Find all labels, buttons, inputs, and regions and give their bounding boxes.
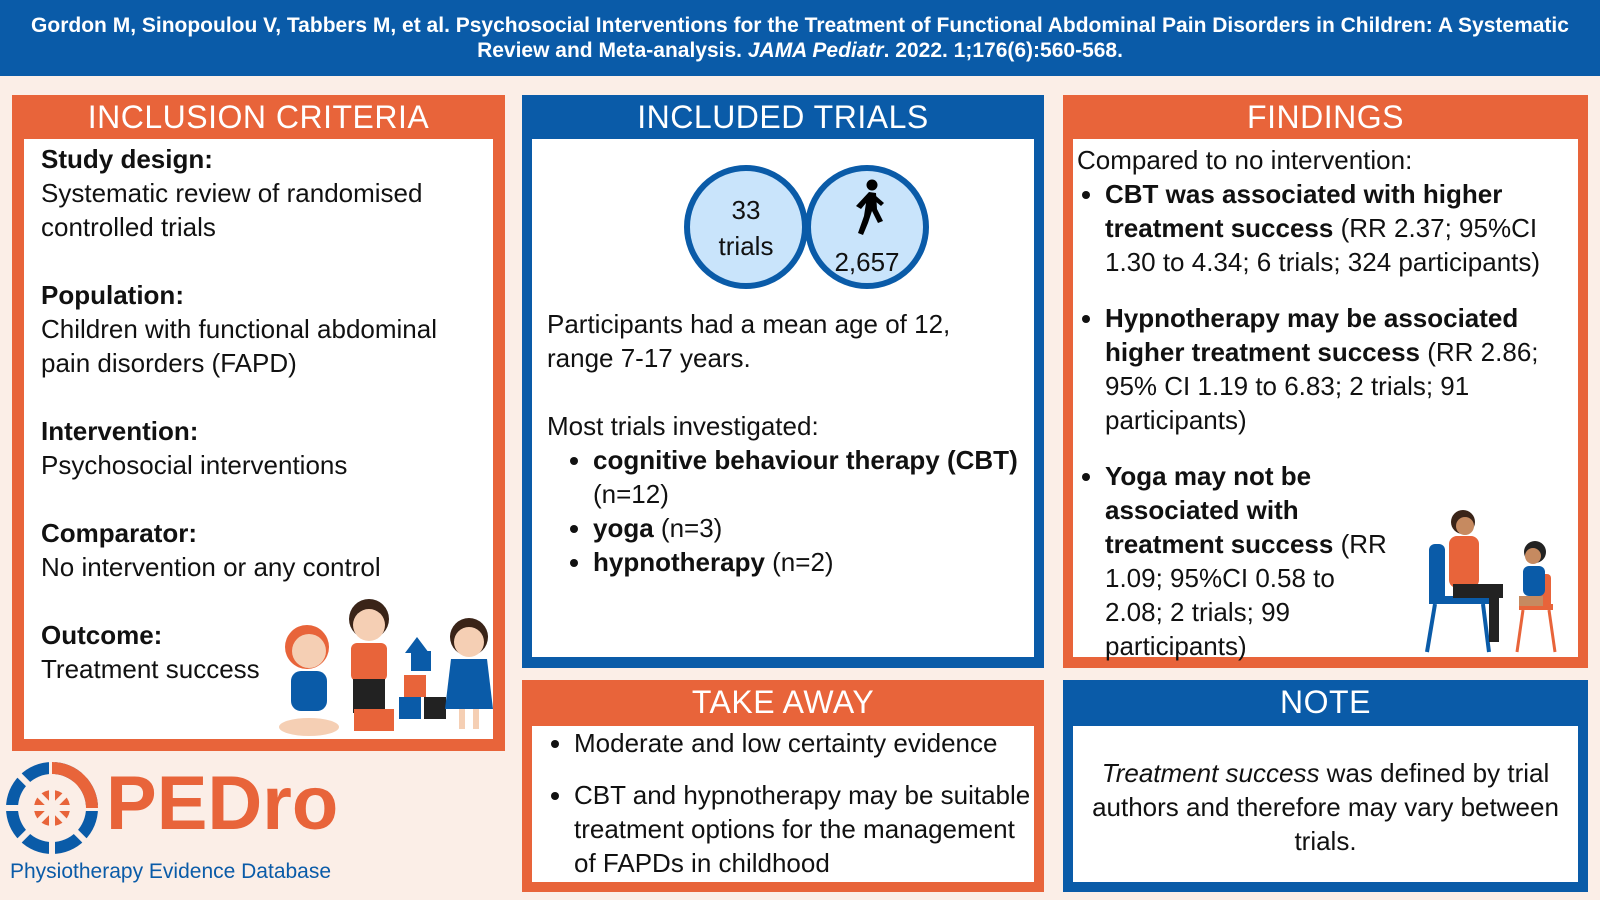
criteria-label: Intervention: [41,416,199,446]
list-item [593,443,1027,511]
intervention-count: (n=2) [764,547,834,577]
note-panel [1063,680,1588,892]
note-title: NOTE [1280,684,1371,720]
criteria-text: Treatment success [41,654,260,684]
findings-panel [1063,95,1588,668]
participants-count: 2,657 [834,247,900,277]
trials-count-label: trials [718,231,774,261]
citation-header [0,0,1600,76]
trials-title: INCLUDED TRIALS [637,99,929,135]
intervention-list [547,443,1027,579]
finding-stats: (RR 1.09; 95%CI 0.58 to 2.08; 2 trials; 99 participants) [1105,529,1387,661]
takeaway-title: TAKE AWAY [691,684,875,720]
intervention-count: (n=12) [593,479,669,509]
criteria-intervention [41,414,493,482]
note-text: was defined by trial authors and therefore may vary between trials. [1092,758,1559,856]
criteria-comparator [41,516,493,584]
pedro-wheel-icon [4,760,100,856]
intervention-name: yoga [593,513,654,543]
criteria-text: Children with functional abdominal pain disorders (FAPD) [41,314,438,378]
note-body [1073,726,1578,882]
finding-stats: (RR 2.86; 95% CI 1.19 to 6.83; 2 trials; 91 participants) [1105,337,1539,435]
list-item [593,511,1027,545]
finding-headline: Hypnotherapy may be associated higher treatment success [1105,303,1519,367]
criteria-label: Comparator: [41,518,198,548]
finding-headline: CBT was associated with higher treatment success [1105,179,1503,243]
note-italic-term: Treatment success [1101,758,1320,788]
criteria-text: Systematic review of randomised controlled trials [41,178,423,242]
finding-item [1105,301,1578,437]
most-trials-section [547,409,1027,579]
criteria-study-design [41,142,493,244]
finding-stats: (RR 2.37; 95%CI 1.30 to 4.34; 6 trials; 324 participants) [1105,213,1541,277]
takeaway-item: • Moderate and low certainty evidence [574,726,1034,760]
intervention-count: (n=3) [653,513,723,543]
finding-item [1105,459,1395,663]
list-item [593,545,1027,579]
takeaway-list [532,726,1034,880]
findings-body [1073,139,1578,661]
criteria-label: Study design: [41,144,213,174]
findings-intro: Compared to no intervention: [1077,145,1413,175]
finding-item [1105,177,1578,279]
takeaway-item: • CBT and hypnotherapy may be suitable treatment options for the management of FAPDs in childhood [574,778,1034,880]
criteria-text: No intervention or any control [41,552,381,582]
trials-count-circle [684,165,808,289]
included-trials-panel [522,95,1044,668]
pedro-subtitle: Physiotherapy Evidence Database [10,860,332,883]
takeaway-panel [522,680,1044,892]
trials-body [532,139,1034,657]
pedro-logo-text: PEDro [106,761,339,846]
citation-details: . 2022. 1;176(6):560-568. [883,39,1123,62]
inclusion-criteria-panel [12,95,505,751]
pedro-logo [0,758,380,900]
criteria-text: Psychosocial interventions [41,450,348,480]
takeaway-body [532,726,1034,882]
therapist-with-child-illustration [1423,504,1573,654]
citation-text: Gordon M, Sinopoulou V, Tabbers M, et al. Psychosocial Interventions for the Treatment of Functional Abdominal Pain Disorders in Children: A Systematic Review and Meta-analysis. [31,14,1569,62]
children-playing-blocks-illustration [279,579,494,739]
findings-title: FINDINGS [1247,99,1404,135]
most-trials-label: Most trials investigated: [547,411,819,441]
trials-count: 33 [731,195,761,225]
journal-name: JAMA Pediatr [747,39,884,62]
inclusion-title: INCLUSION CRITERIA [87,99,430,135]
criteria-label: Population: [41,280,184,310]
inclusion-body [24,139,493,739]
intervention-name: cognitive behaviour therapy (CBT) [593,445,1018,475]
criteria-label: Outcome: [41,620,163,650]
walking-person-icon [849,179,889,237]
finding-headline: Yoga may not be associated with treatment success [1105,461,1334,559]
participants-circle [805,165,929,289]
criteria-population [41,278,493,380]
intervention-name: hypnotherapy [593,547,765,577]
participant-age-text: Participants had a mean age of 12, range 7-17 years. [547,309,951,373]
